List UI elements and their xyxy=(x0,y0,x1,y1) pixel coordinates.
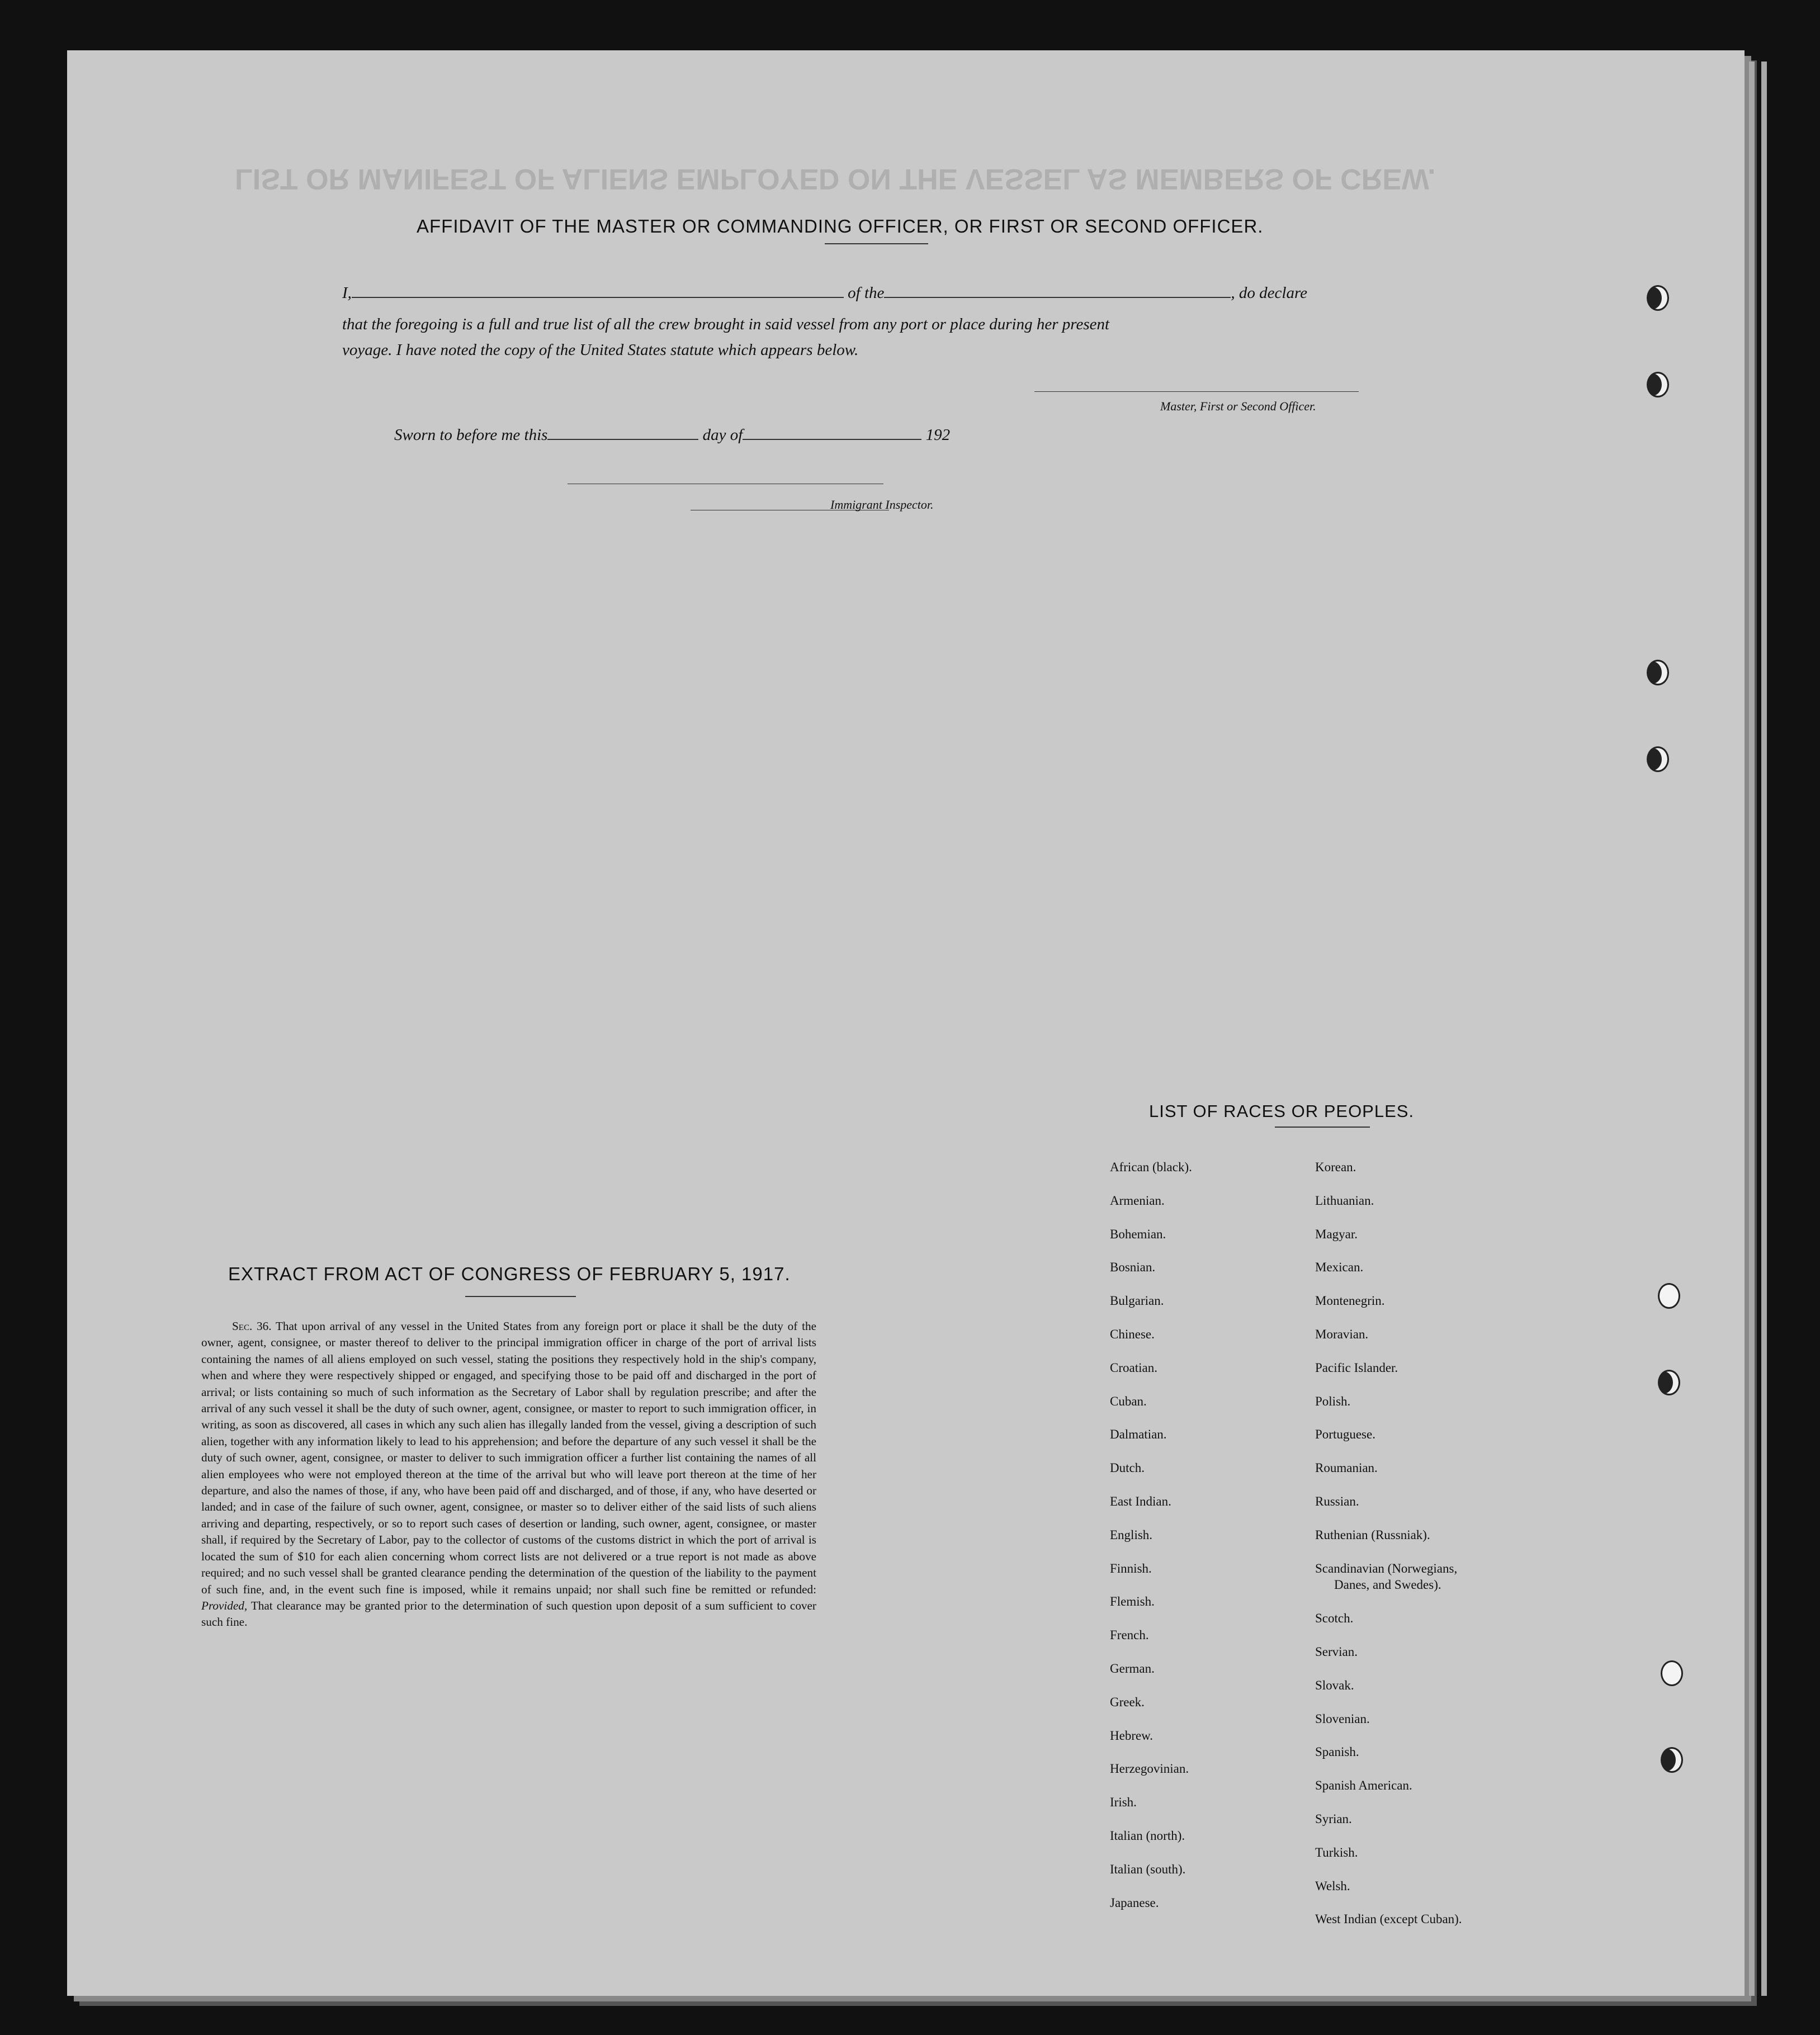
race-item: Pacific Islander. xyxy=(1315,1360,1398,1375)
race-item: Syrian. xyxy=(1315,1812,1352,1826)
race-item: Russian. xyxy=(1315,1494,1359,1508)
race-item: Ruthenian (Russniak). xyxy=(1315,1527,1430,1542)
binder-hole xyxy=(1647,660,1669,685)
sworn-month-blank[interactable] xyxy=(743,439,921,440)
officer-name-blank[interactable] xyxy=(352,297,844,298)
signature-label: Master, First or Second Officer. xyxy=(1160,399,1316,413)
race-item: Dutch. xyxy=(1110,1461,1145,1475)
binder-hole xyxy=(1647,746,1669,772)
race-item: African (black). xyxy=(1110,1160,1192,1174)
affidavit-line-2: that the foregoing is a full and true list of all the crew brought in said vessel from any port or place during her present xyxy=(342,315,1110,333)
race-item: French. xyxy=(1110,1628,1149,1643)
manifest-page xyxy=(67,50,1745,1996)
extract-body xyxy=(201,1318,816,1631)
affidavit-declare-label: , do declare xyxy=(1231,284,1308,302)
extract-title: EXTRACT FROM ACT OF CONGRESS OF FEBRUARY 5, 1917. xyxy=(228,1263,791,1284)
race-item: Scotch. xyxy=(1315,1611,1354,1626)
race-item: Cuban. xyxy=(1110,1394,1147,1408)
race-item: Danes, and Swedes). xyxy=(1334,1578,1441,1592)
race-item: Italian (north). xyxy=(1110,1829,1185,1843)
binder-hole xyxy=(1661,1747,1683,1773)
section-body-main: That upon arrival of any vessel in the United States from any foreign port or place it shall be the duty of the owner, agent, consignee, or master thereof to deliver to the principal immigration officer in charge of the port of arrival lists containing the names of all aliens employed on such vessel, stating the positions they respectively hold in the ship's company, when and where they were respectively shipped or engaged, and specifying those to be paid off and discharged in the port of arrival; or lists containing so much of such information as the Secretary of Labor shall by regulation prescribe; and after the arrival of any such vessel it shall be the duty of such owner, agent, consignee, or master to report to such immigration officer, in writing, as soon as discovered, all cases in which any such alien has illegally landed from the vessel, giving a description of such alien, together with any information likely to lead to his apprehension; and before the departure of any such vessel it shall be the duty of such owner, agent, consignee, or master to deliver to such immigration officer a further list containing the names of all alien employees who were not employed thereon at the time of the arrival but who will leave port thereon at the time of her departure, and also the names of those, if any, who have been paid off and discharged, and of those, if any, who have deserted or landed; and in case of the failure of such owner, agent, consignee, or master so to deliver either of the said lists of such aliens arriving and departing, respectively, or so to report such cases of desertion or landing, such owner, agent, consignee, or master shall, if required by the Secretary of Labor, pay to the collector of customs of the customs district in which the port of arrival is located the sum of $10 for each alien concerning whom correct lists are not delivered or a true report is not made as above required; and no such vessel shall be granted clearance pending the determination of the question of the liability to the payment of such fine, and, in the event such fine is imposed, while it remains unpaid; nor shall such fine be remitted or refunded: xyxy=(201,1319,817,1596)
race-item: Bosnian. xyxy=(1110,1260,1156,1275)
race-item: Portuguese. xyxy=(1315,1427,1375,1442)
race-item: Herzegovinian. xyxy=(1110,1762,1189,1776)
race-item: Slovenian. xyxy=(1315,1711,1370,1726)
affidavit-line-1 xyxy=(342,284,1307,302)
race-item: Slovak. xyxy=(1315,1678,1354,1692)
race-item: Montenegrin. xyxy=(1315,1294,1385,1308)
race-item: Servian. xyxy=(1315,1645,1358,1659)
race-item: Spanish American. xyxy=(1315,1778,1412,1793)
bleed-through-header: LIST OR MANIFEST OF ALIENS EMPLOYED ON THE VESSEL AS MEMBERS OF CREW. xyxy=(235,163,1436,195)
binder-hole xyxy=(1647,285,1669,311)
binder-hole xyxy=(1647,372,1669,397)
vessel-name-blank[interactable] xyxy=(884,297,1231,298)
race-item: Polish. xyxy=(1315,1394,1351,1408)
inspector-label: Immigrant Inspector. xyxy=(830,498,934,512)
race-item: West Indian (except Cuban). xyxy=(1315,1912,1462,1927)
section-label: Sec. 36. xyxy=(232,1319,272,1333)
race-item: English. xyxy=(1110,1527,1153,1542)
provided-word: Provided, xyxy=(201,1598,248,1612)
sworn-day-label: day of xyxy=(702,426,743,444)
affidavit-line-3: voyage. I have noted the copy of the United States statute which appears below. xyxy=(342,341,859,359)
races-title: LIST OF RACES OR PEOPLES. xyxy=(1149,1101,1415,1121)
race-item: Italian (south). xyxy=(1110,1862,1186,1876)
race-item: Turkish. xyxy=(1315,1845,1358,1859)
race-item: Greek. xyxy=(1110,1695,1145,1709)
race-item: Armenian. xyxy=(1110,1193,1165,1208)
race-item: East Indian. xyxy=(1110,1494,1171,1508)
race-item: Croatian. xyxy=(1110,1360,1157,1375)
race-item: Moravian. xyxy=(1315,1327,1369,1341)
race-item: Welsh. xyxy=(1315,1878,1350,1893)
affidavit-title: AFFIDAVIT OF THE MASTER OR COMMANDING OFFICER, OR FIRST OR SECOND OFFICER. xyxy=(417,216,1264,236)
races-title-rule xyxy=(1275,1127,1370,1128)
race-item: Hebrew. xyxy=(1110,1728,1154,1743)
sworn-day-blank[interactable] xyxy=(547,439,698,440)
race-item: Flemish. xyxy=(1110,1594,1155,1609)
race-item: Lithuanian. xyxy=(1315,1193,1374,1208)
race-item: Irish. xyxy=(1110,1795,1137,1810)
race-item: Spanish. xyxy=(1315,1745,1359,1759)
race-item: Bohemian. xyxy=(1110,1227,1166,1241)
affidavit-i-label: I, xyxy=(342,284,352,302)
race-item: Scandinavian (Norwegians, xyxy=(1315,1561,1458,1575)
signature-line[interactable] xyxy=(1034,391,1359,392)
race-item: German. xyxy=(1110,1662,1155,1676)
extract-title-rule xyxy=(465,1296,576,1297)
sworn-year-label: 192 xyxy=(925,426,951,444)
affidavit-of-the-label: of the xyxy=(848,284,885,302)
race-item: Magyar. xyxy=(1315,1227,1358,1241)
race-item: Korean. xyxy=(1315,1160,1356,1174)
sworn-line xyxy=(394,426,950,444)
race-item: Dalmatian. xyxy=(1110,1427,1167,1442)
section-body-end: That clearance may be granted prior to the determination of such question upon deposit of a sum sufficient to cover such fine. xyxy=(201,1598,816,1629)
affidavit-title-rule xyxy=(825,243,928,244)
race-item: Mexican. xyxy=(1315,1260,1364,1275)
binder-hole xyxy=(1661,1660,1683,1686)
sworn-prefix: Sworn to before me this xyxy=(394,426,548,444)
race-item: Chinese. xyxy=(1110,1327,1155,1341)
race-item: Japanese. xyxy=(1110,1895,1159,1910)
binder-hole xyxy=(1658,1283,1680,1309)
race-item: Roumanian. xyxy=(1315,1461,1378,1475)
race-item: Bulgarian. xyxy=(1110,1294,1164,1308)
binder-hole xyxy=(1658,1370,1680,1395)
stacked-sheet-edge xyxy=(1749,61,1755,1996)
stacked-sheet-edge xyxy=(1761,61,1767,1996)
race-item: Finnish. xyxy=(1110,1561,1152,1575)
